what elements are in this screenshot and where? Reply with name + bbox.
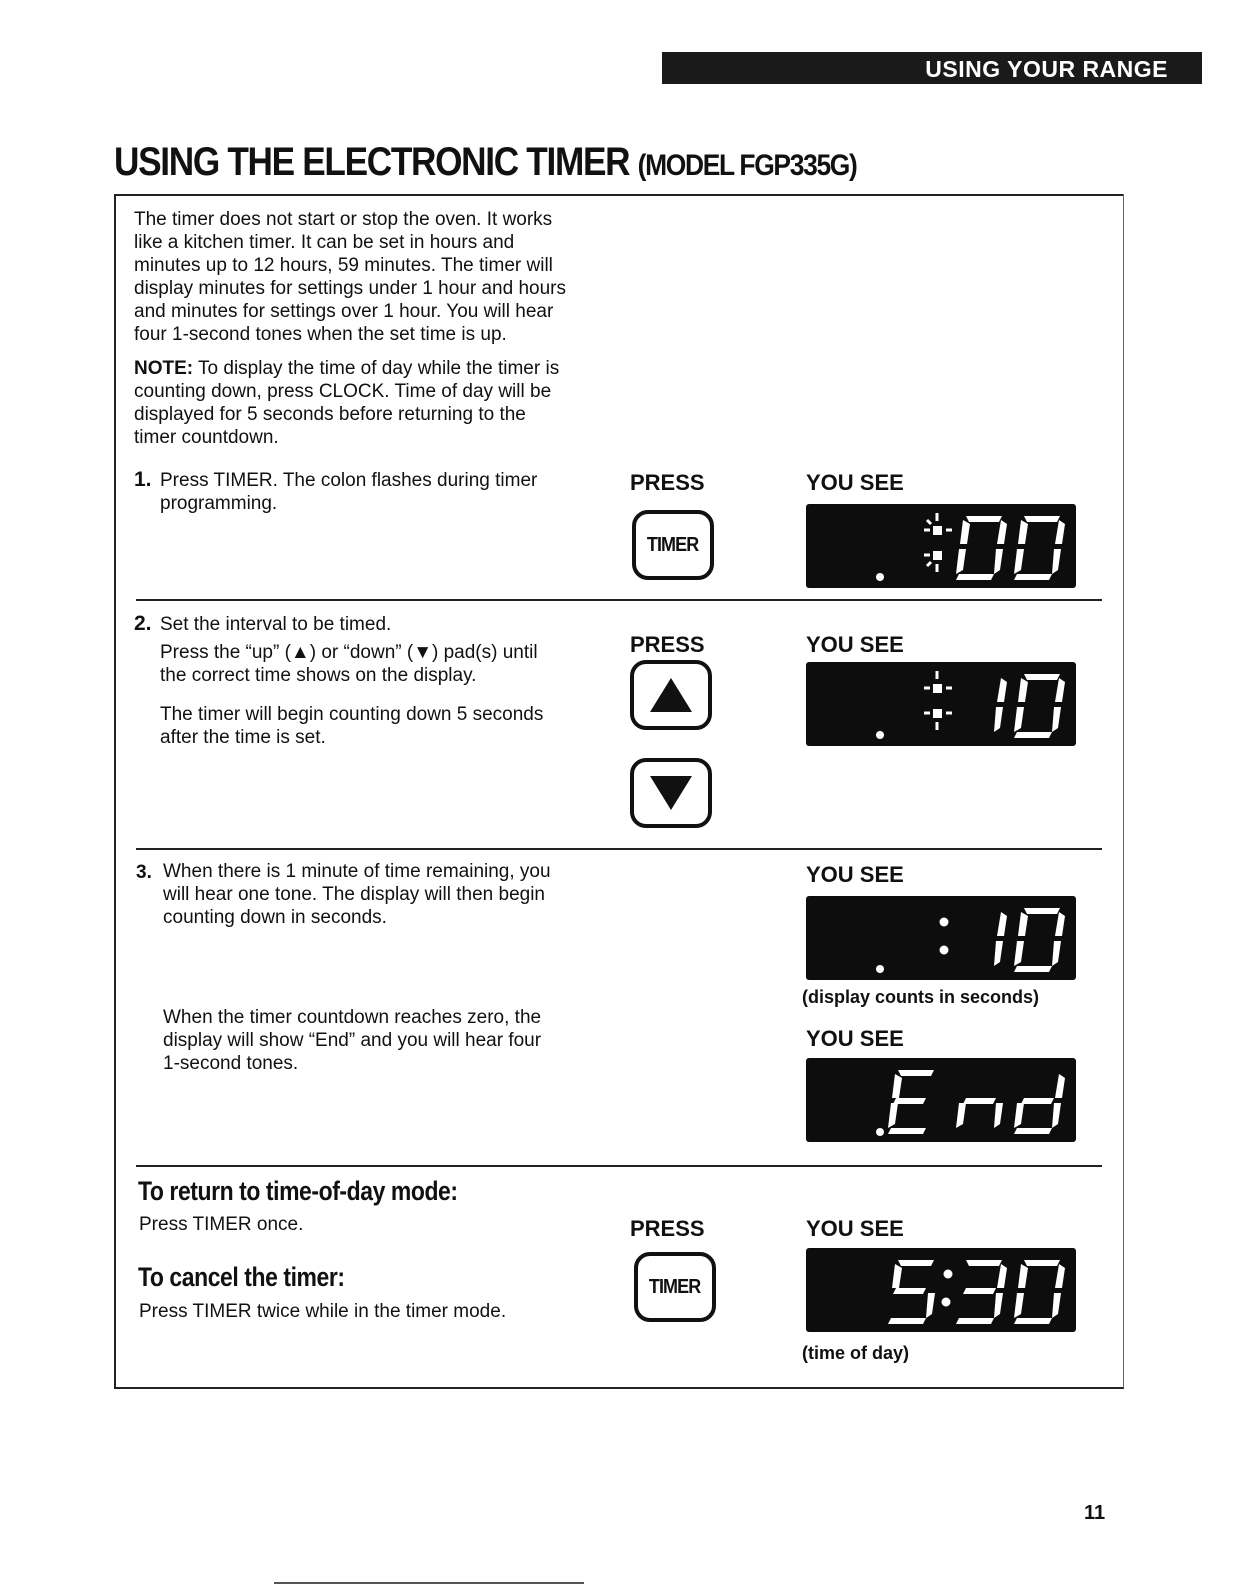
intro-line: four 1-second tones when the set time is up. [134, 324, 507, 345]
note-label: NOTE: [134, 358, 194, 379]
seven-segment-time-of-day [806, 1248, 1076, 1332]
step-divider [136, 848, 1102, 850]
step-2-para-2 [160, 703, 543, 749]
seven-segment-seconds-10 [806, 896, 1076, 980]
step-2-lead: Set the interval to be timed. [160, 614, 392, 635]
step-2-press-label: PRESS [630, 632, 705, 657]
digit-0 [1014, 674, 1065, 738]
colon-dot [942, 1298, 951, 1307]
intro-line: like a kitchen timer. It can be set in hours and [134, 232, 515, 253]
note-line: displayed for 5 seconds before returning to the [134, 404, 526, 425]
digit-1 [994, 912, 1007, 966]
decimal-dot [876, 965, 884, 973]
note-paragraph [134, 357, 559, 449]
digit-3 [956, 1260, 1007, 1324]
return-mode-text: Press TIMER once. [139, 1214, 304, 1235]
step-1-press-label: PRESS [630, 470, 705, 495]
intro-paragraph [134, 208, 566, 346]
letter-n [956, 1098, 1003, 1128]
return-you-see-label: YOU SEE [806, 1216, 904, 1241]
colon-dot [933, 709, 942, 718]
letter-e [888, 1070, 934, 1134]
seven-segment-colon-00 [806, 504, 1076, 588]
step-divider [136, 599, 1102, 601]
section-header-text: USING YOUR RANGE [925, 56, 1168, 82]
display-colon-10 [806, 662, 1076, 746]
step-1-number: 1. [134, 468, 152, 491]
note-first-line: To display the time of day while the timer is [193, 358, 560, 379]
step-2-you-see-label: YOU SEE [806, 632, 904, 657]
page-title-model: (MODEL FGP335G) [637, 149, 857, 182]
step-2-line: The timer will begin counting down 5 seconds [160, 704, 544, 725]
display-end [806, 1058, 1076, 1142]
digit-5 [888, 1260, 935, 1324]
step-3-you-see-label: YOU SEE [806, 862, 904, 887]
step-3-line: When there is 1 minute of time remaining, you [163, 861, 551, 882]
digit-1 [994, 678, 1007, 732]
decimal-dot [876, 573, 884, 581]
time-of-day-caption: (time of day) [802, 1343, 910, 1363]
down-arrow-icon [650, 776, 692, 810]
step-3-line: When the timer countdown reaches zero, the [163, 1007, 542, 1028]
digit-0 [1014, 516, 1065, 580]
colon-dot [944, 1270, 953, 1279]
seconds-caption: (display counts in seconds) [802, 987, 1040, 1007]
step-2-line: Press the “up” (▲) or “down” (▼) pad(s) until [160, 642, 538, 663]
step-3-para-2 [163, 1006, 541, 1075]
timer-key[interactable] [634, 1252, 716, 1322]
step-2-number: 2. [134, 612, 152, 635]
intro-line: minutes up to 12 hours, 59 minutes. The timer will [134, 255, 553, 276]
page-number: 11 [1084, 1502, 1106, 1524]
step-3-line: counting down in seconds. [163, 907, 387, 928]
intro-line: display minutes for settings under 1 hour and hours [134, 278, 566, 299]
up-arrow-key[interactable] [630, 660, 712, 730]
step-2-line: after the time is set. [160, 727, 326, 748]
note-line: counting down, press CLOCK. Time of day will be [134, 381, 552, 402]
step-1-you-see-label: YOU SEE [806, 470, 904, 495]
digit-0 [1014, 908, 1065, 972]
step-3-end-you-see-label: YOU SEE [806, 1026, 904, 1051]
section-divider [136, 1165, 1102, 1167]
step-3-number: 3. [136, 862, 152, 883]
cancel-text: Press TIMER twice while in the timer mode. [139, 1301, 507, 1322]
colon-dot [940, 918, 949, 927]
return-press-label: PRESS [630, 1216, 705, 1241]
down-arrow-key[interactable] [630, 758, 712, 828]
digit-0 [956, 516, 1007, 580]
footer-rule [274, 1582, 584, 1584]
step-3-line: will hear one tone. The display will then begin [163, 884, 545, 905]
step-3-text [163, 860, 551, 929]
step-1-line: Press TIMER. The colon flashes during timer [160, 470, 538, 491]
step-1-line: programming. [160, 493, 278, 514]
decimal-dot [876, 1128, 884, 1136]
section-header-bar [662, 52, 1202, 84]
seven-segment-colon-10 [806, 662, 1076, 746]
up-arrow-icon [650, 678, 692, 712]
colon-dot [933, 526, 942, 535]
flash-rays [924, 513, 952, 572]
display-colon-00 [806, 504, 1076, 588]
cancel-heading: To cancel the timer: [138, 1262, 345, 1292]
display-seconds-10 [806, 896, 1076, 980]
decimal-dot [876, 731, 884, 739]
timer-key-label: TIMER [647, 533, 699, 556]
timer-key[interactable] [632, 510, 714, 580]
intro-line: and minutes for settings over 1 hour. You will hear [134, 301, 554, 322]
return-mode-heading: To return to time-of-day mode: [138, 1176, 458, 1206]
step-1-text [160, 469, 537, 515]
note-line: timer countdown. [134, 427, 279, 448]
colon-dot [933, 551, 942, 560]
timer-key-label: TIMER [649, 1275, 701, 1298]
colon-dot [933, 684, 942, 693]
display-time-of-day [806, 1248, 1076, 1332]
letter-d [1014, 1074, 1065, 1134]
step-3-line: 1-second tones. [163, 1053, 299, 1074]
step-3-line: display will show “End” and you will hear four [163, 1030, 542, 1051]
intro-line: The timer does not start or stop the oven. It works [134, 209, 553, 230]
page-title-main: USING THE ELECTRONIC TIMER [114, 140, 630, 184]
flash-rays [924, 671, 952, 730]
seven-segment-end [806, 1058, 1076, 1142]
page-title [114, 140, 857, 185]
step-2-para-1 [160, 641, 538, 687]
digit-0 [1014, 1260, 1065, 1324]
step-2-line: the correct time shows on the display. [160, 665, 477, 686]
colon-dot [940, 946, 949, 955]
